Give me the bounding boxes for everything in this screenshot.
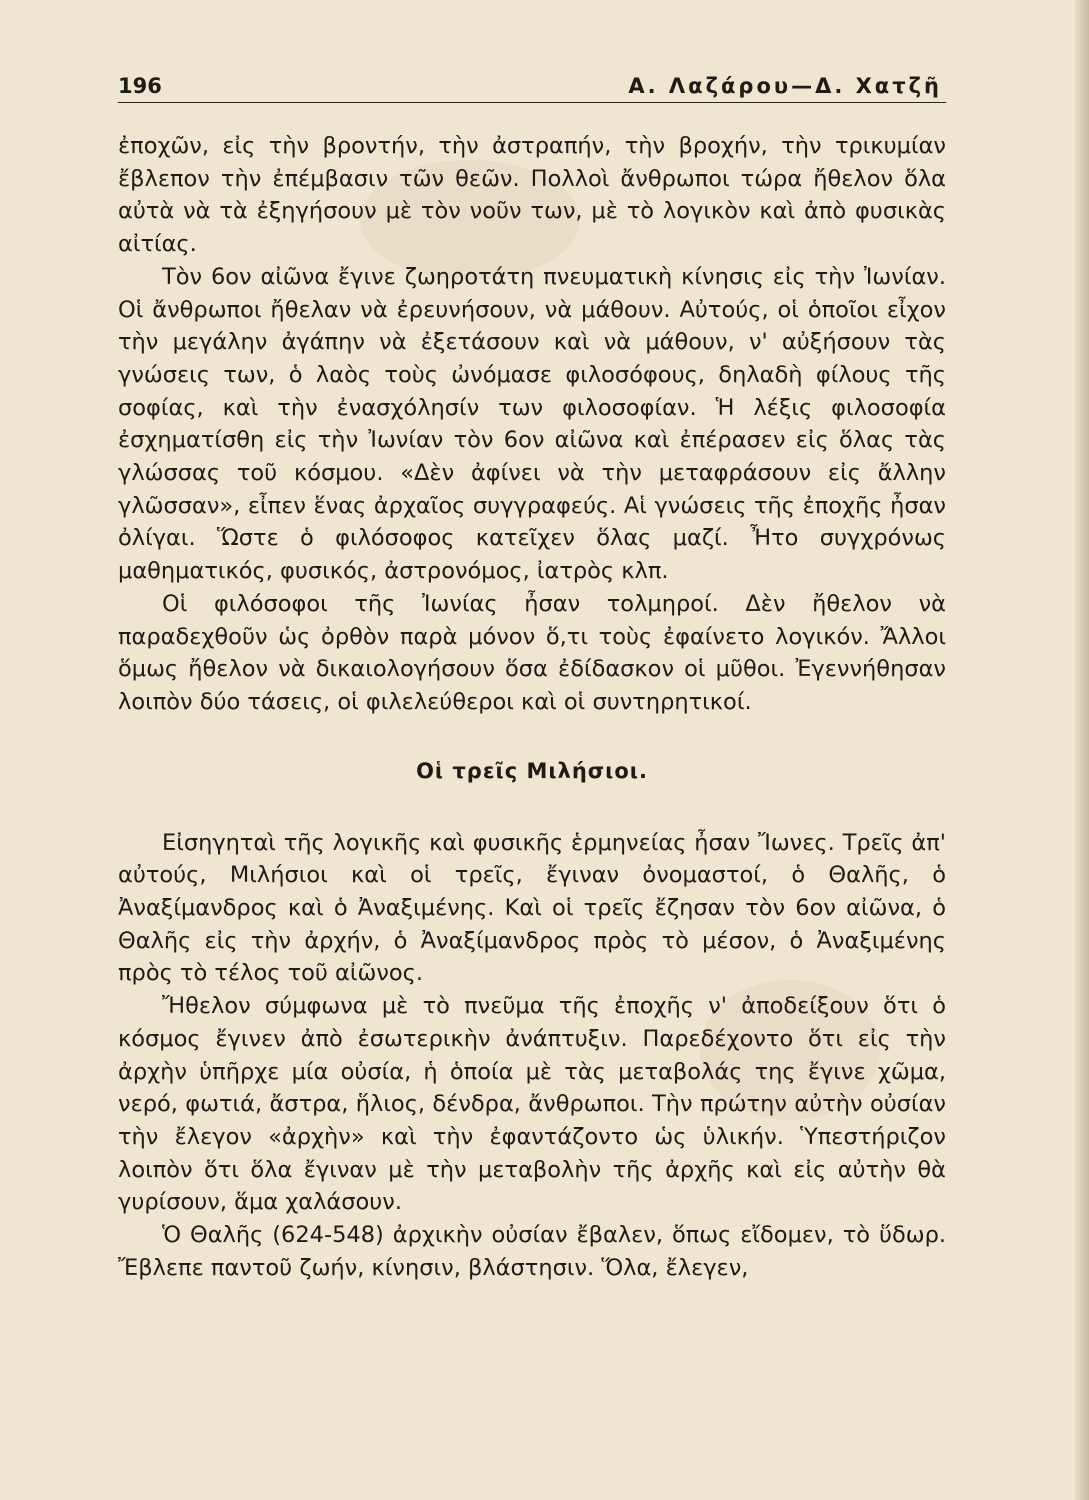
running-head: Α. Λαζάρου—Δ. Χατζῆ: [628, 74, 942, 98]
paragraph: Ὁ Θαλῆς (624-548) ἀρχικὴν οὐσίαν ἔβαλεν, ὅπως εἴδομεν, τὸ ὕδωρ. Ἔβλεπε παντοῦ ζωήν, κίνησιν, βλάστησιν. Ὅλα, ἔλεγεν,: [118, 1222, 946, 1281]
paragraph: Οἱ φιλόσοφοι τῆς Ἰωνίας ἦσαν τολμηροί. Δὲν ἤθελον νὰ παραδεχθοῦν ὡς ὀρθὸν παρὰ μόνον ὅ,τι τοὺς ἐφαίνετο λογικόν. Ἄλλοι ὅμως ἤθελον νὰ δικαιολογήσουν ὅσα ἐδίδασκον οἱ μῦθοι. Ἐγεννήθησαν λοιπὸν δύο τάσεις, οἱ φιλελεύθεροι καὶ οἱ συντηρητικοί.: [118, 590, 946, 715]
page-edge: [1075, 0, 1089, 1500]
body-text: [118, 130, 946, 1285]
paragraph: Τὸν 6ον αἰῶνα ἔγινε ζωηροτάτη πνευματικὴ κίνησις εἰς τὴν Ἰωνίαν. Οἱ ἄνθρωποι ἤθελαν νὰ ἐρευνήσουν, νὰ μάθουν. Αὐτούς, οἱ ὁποῖοι εἶχον τὴν μεγάλην ἀγάπην νὰ ἐξετάσουν καὶ νὰ μάθουν, ν' αὐξήσουν τὰς γνώσεις των, ὁ λαὸς τοὺς ὠνόμασε φιλοσόφους, δηλαδὴ φίλους τῆς σοφίας, καὶ τὴν ἐνασχόλησίν των φιλοσοφίαν. Ἡ λέξις φιλοσοφία ἐσχηματίσθη εἰς τὴν Ἰωνίαν τὸν 6ον αἰῶνα καὶ ἐπέρασεν εἰς ὅλας τὰς γλώσσας τοῦ κόσμου. «Δὲν ἀφίνει νὰ τὴν μεταφράσουν εἰς ἄλλην γλῶσσαν», εἶπεν ἕνας ἀρχαῖος συγγραφεύς. Αἱ γνώσεις τῆς ἐποχῆς ἦσαν ὀλίγαι. Ὥστε ὁ φιλόσοφος κατεῖχεν ὅλας μαζί. Ἦτο συγχρόνως μαθηματικός, φυσικός, ἀστρονόμος, ἰατρὸς κλπ.: [118, 263, 946, 585]
page-header: [118, 72, 946, 103]
paragraph: ἐποχῶν, εἰς τὴν βροντήν, τὴν ἀστραπήν, τὴν βροχήν, τὴν τρικυμίαν ἔβλεπον τὴν ἐπέμβασιν τῶν θεῶν. Πολλοὶ ἄνθρωποι τώρα ἤθελον ὅλα αὐτὰ νὰ τὰ ἐξηγήσουν μὲ τὸν νοῦν των, μὲ τὸ λογικὸν καὶ ἀπὸ φυσικὰς αἰτίας.: [118, 133, 946, 258]
section-title: Οἱ τρεῖς Μιλήσιοι.: [416, 758, 648, 783]
page-number: 196: [118, 74, 162, 98]
paragraph: Εἰσηγηταὶ τῆς λογικῆς καὶ φυσικῆς ἑρμηνείας ἦσαν Ἴωνες. Τρεῖς ἀπ' αὐτούς, Μιλήσιοι καὶ οἱ τρεῖς, ἔγιναν ὀνομαστοί, ὁ Θαλῆς, ὁ Ἀναξίμανδρος καὶ ὁ Ἀναξιμένης. Καὶ οἱ τρεῖς ἔζησαν τὸν 6ον αἰῶνα, ὁ Θαλῆς εἰς τὴν ἀρχήν, ὁ Ἀναξίμανδρος πρὸς τὸ μέσον, ὁ Ἀναξιμένης πρὸς τὸ τέλος τοῦ αἰῶνος.: [118, 829, 946, 987]
paragraph: Ἤθελον σύμφωνα μὲ τὸ πνεῦμα τῆς ἐποχῆς ν' ἀποδείξουν ὅτι ὁ κόσμος ἔγινεν ἀπὸ ἐσωτερικὴν ἀνάπτυξιν. Παρεδέχοντο ὅτι εἰς τὴν ἀρχὴν ὑπῆρχε μία οὐσία, ἡ ὁποία μὲ τὰς μεταβολάς της ἔγινε χῶμα, νερό, φωτιά, ἄστρα, ἥλιος, δένδρα, ἄνθρωποι. Τὴν πρώτην αὐτὴν οὐσίαν τὴν ἔλεγον «ἀρχὴν» καὶ τὴν ἐφαντάζοντο ὡς ὑλικήν. Ὑπεστήριζον λοιπὸν ὅτι ὅλα ἔγιναν μὲ τὴν μεταβολὴν τῆς ἀρχῆς καὶ εἰς αὐτὴν θὰ γυρίσουν, ἅμα χαλάσουν.: [118, 993, 946, 1216]
